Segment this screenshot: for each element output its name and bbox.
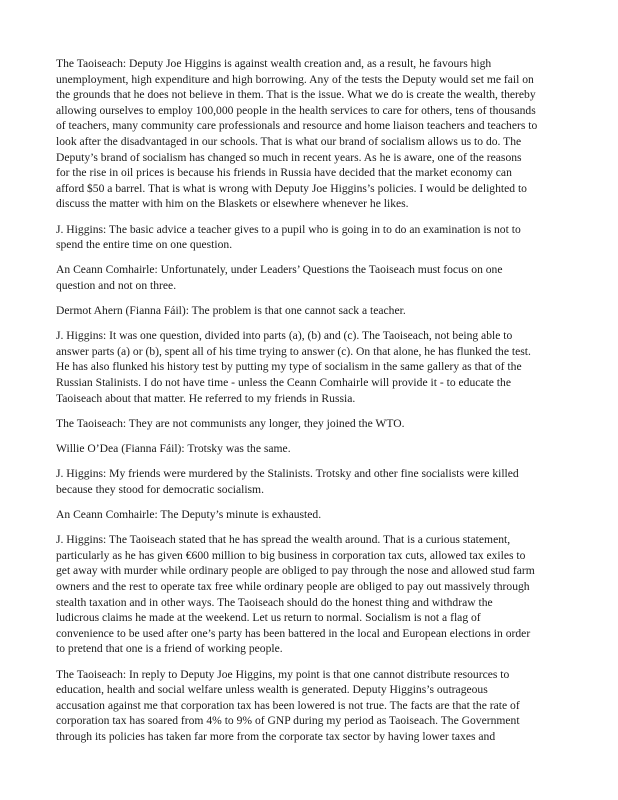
paragraph-higgins-spread-wealth: J. Higgins: The Taoiseach stated that he has spread the wealth around. That is a curious statement, particularly as he has given €600 million to big business in corporation tax cuts, allowed tax exiles to get away with murder while ordinary people are obliged to pay through the nose and allowed stud farm owners and the rest to operate tax free while ordinary people are obliged to pay out massively through stealth taxation and in other ways. The Taoiseach should do the honest thing and withdraw the ludicrous claims he made at the weekend. Let us return to normal. Socialism is not a flag of convenience to be used after one’s party has been battered in the local and European elections in order to pretend that one is a friend of working people.	[56, 533, 535, 656]
paragraph-odea-trotsky: Willie O’Dea (Fianna Fáil): Trotsky was the same.	[56, 442, 291, 456]
paragraph-higgins-one-question: J. Higgins: It was one question, divided into parts (a), (b) and (c). The Taoiseach, not being able to answer parts (a) or (b), spent all of his time trying to answer (c). On that alone, he has flunked the test. He has also flunked his history test by putting my type of socialism in the same gallery as that of the Russian Stalinists. I do not have time - unless the Ceann Comhairle will provide it - to educate the Taoiseach about that matter. He referred to my friends in Russia.	[56, 329, 531, 405]
document-page	[56, 56, 564, 754]
paragraph-taoiseach-wealth-creation: The Taoiseach: Deputy Joe Higgins is against wealth creation and, as a result, he favours high unemployment, high expenditure and high borrowing. Any of the tests the Deputy would set me fail on the grounds that he does not believe in them. That is the issue. What we do is create the wealth, thereby allowing ourselves to employ 100,000 people in the health services to care for others, tens of thousands of teachers, many community care professionals and resource and home liaison teachers and teachers to look after the disadvantaged in our schools. That is what our brand of socialism allows us to do. The Deputy’s brand of socialism has changed so much in recent years. As he is aware, one of the reasons for the rise in oil prices is because his friends in Russia have decided that the market economy can afford $50 a barrel. That is what is wrong with Deputy Joe Higgins’s policies. I would be delighted to discuss the matter with him on the Blaskets or elsewhere whenever he likes.	[56, 57, 538, 211]
paragraph-ceann-comhairle-one-question: An Ceann Comhairle: Unfortunately, under Leaders’ Questions the Taoiseach must focus on one question and not on three.	[56, 263, 503, 292]
paragraph-higgins-basic-advice: J. Higgins: The basic advice a teacher gives to a pupil who is going in to do an examination is not to spend the entire time on one question.	[56, 222, 521, 252]
paragraph-ceann-comhairle-minute: An Ceann Comhairle: The Deputy’s minute is exhausted.	[56, 508, 322, 521]
paragraph-taoiseach-reply: The Taoiseach: In reply to Deputy Joe Higgins, my point is that one cannot distribute resources to education, health and social welfare unless wealth is generated. Deputy Higgins’s outrageous accusation against me that corporation tax has been lowered is not true. The facts are that the rate of corporation tax has soared from 4% to 9% of GNP during my period as Taoiseach. The Government through its policies has taken far more from the corporate tax sector by having lower taxes and	[56, 667, 520, 743]
paragraph-taoiseach-wto: The Taoiseach: They are not communists any longer, they joined the WTO.	[56, 416, 405, 430]
paragraph-higgins-stalinists: J. Higgins: My friends were murdered by the Stalinists. Trotsky and other fine socialists were killed because they stood for democratic socialism.	[56, 467, 519, 496]
paragraph-ahern-sack-teacher: Dermot Ahern (Fianna Fáil): The problem is that one cannot sack a teacher.	[56, 304, 406, 318]
